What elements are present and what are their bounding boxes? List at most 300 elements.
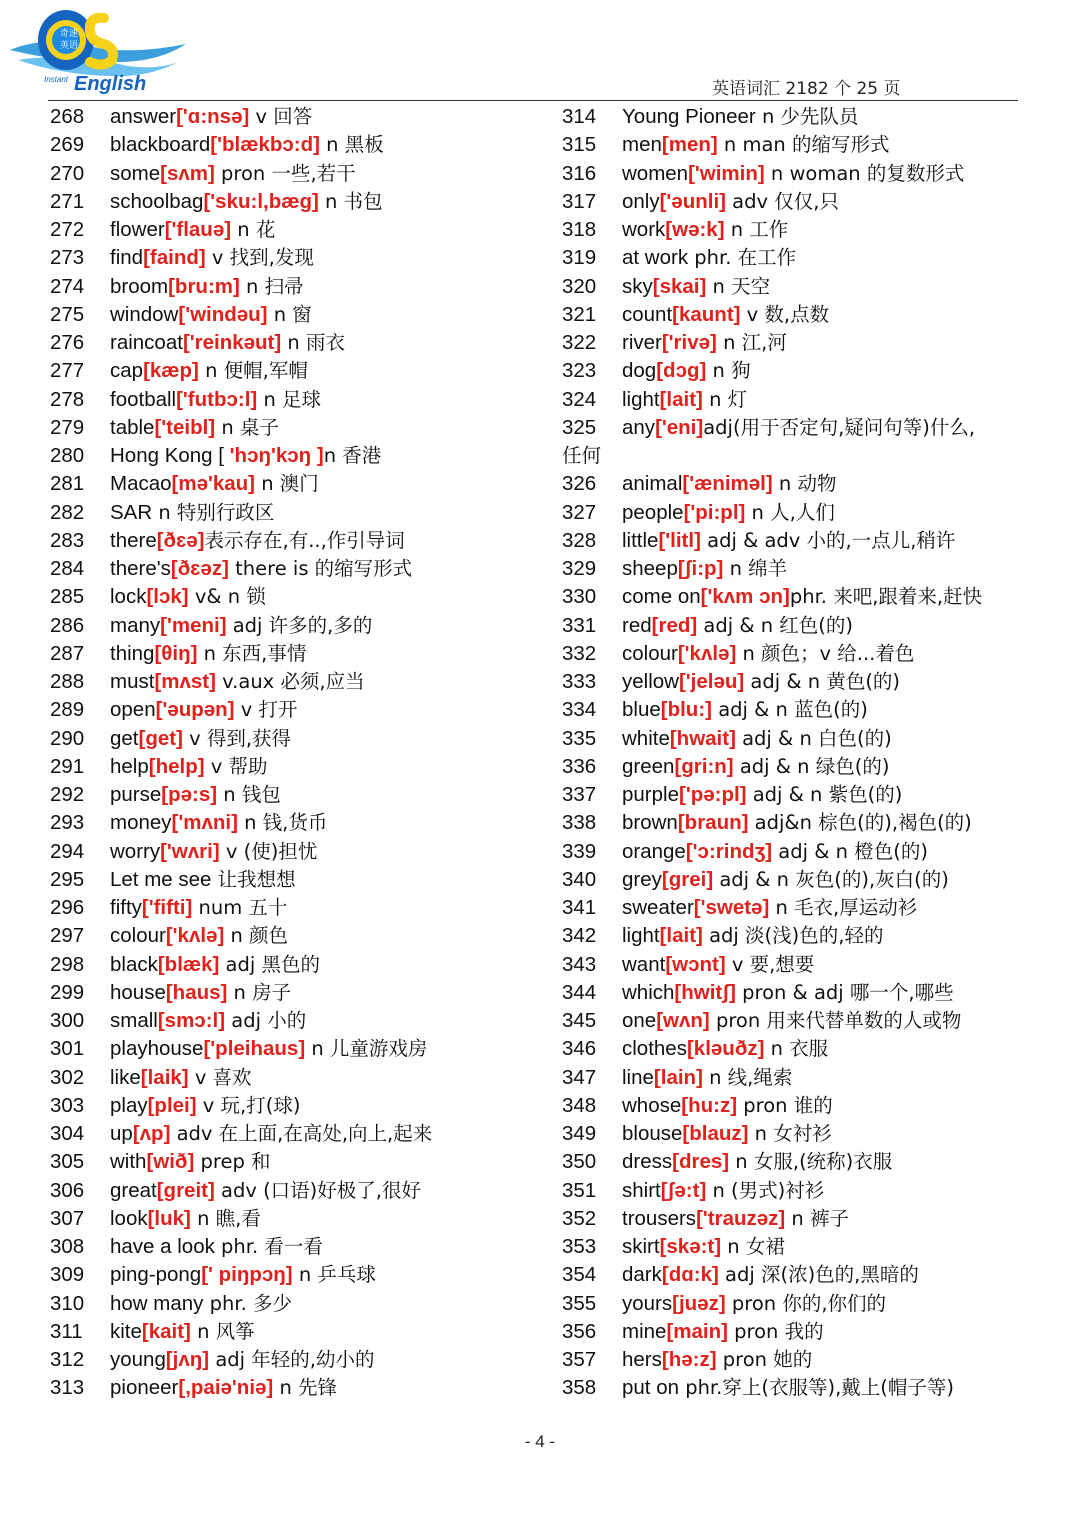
entry-word: pioneer: [110, 1376, 179, 1400]
entry-word: animal: [622, 472, 683, 496]
entry-word: broom: [110, 274, 169, 298]
entry-definition: adj 黑色的: [219, 952, 321, 976]
vocab-entry-continuation: [562, 442, 1032, 470]
vocab-entry: [50, 301, 550, 329]
entry-word: people: [622, 500, 684, 524]
entry-definition: 让我想想: [211, 867, 296, 891]
entry-word: lock: [110, 585, 147, 609]
entry-word: trousers: [622, 1206, 697, 1230]
entry-word: kite: [110, 1319, 142, 1343]
vocab-entry: [50, 612, 550, 640]
entry-definition: v 帮助: [204, 754, 268, 778]
entry-phonetic: ['teibl]: [154, 415, 216, 439]
instant-english-logo: [8, 4, 188, 96]
entry-word: skirt: [622, 1235, 660, 1258]
entry-number: 324: [562, 387, 597, 411]
entry-phonetic: ['wʌri]: [160, 839, 220, 863]
entry-number: 343: [562, 952, 597, 976]
entry-word: hers: [622, 1348, 662, 1371]
vocab-entry: [50, 442, 550, 470]
entry-number: 287: [50, 641, 85, 665]
entry-phonetic: [dɔg]: [656, 359, 707, 383]
entry-word: want: [622, 952, 666, 976]
entry-definition: n 黑板: [319, 133, 384, 157]
entry-number: 312: [50, 1348, 85, 1371]
entry-word: raincoat: [110, 331, 183, 354]
entry-definition: n 钱包: [217, 783, 281, 806]
entry-phonetic: ['fifti]: [141, 896, 193, 919]
entry-phonetic: [ʌp]: [132, 1122, 171, 1145]
entry-definition: n 花: [231, 218, 276, 241]
vocab-entry: [50, 781, 550, 809]
entry-word: how many: [110, 1291, 204, 1315]
entry-number: 289: [50, 698, 85, 722]
entry-definition: v 玩,打(球): [196, 1093, 301, 1117]
entry-word: dark: [622, 1263, 662, 1287]
entry-number: 274: [50, 274, 85, 298]
entry-phonetic: [ʃi:p]: [677, 557, 724, 580]
entry-word: young: [110, 1348, 166, 1371]
entry-definition: pron 一些,若干: [214, 161, 356, 185]
entry-number: 299: [50, 980, 85, 1004]
entry-number: 340: [562, 867, 597, 891]
entry-word: blue: [622, 698, 661, 722]
entry-word: sky: [622, 274, 653, 298]
entry-definition: v 找到,发现: [205, 246, 314, 270]
entry-definition: n 东西,事情: [197, 641, 307, 665]
vocab-entry: [562, 499, 1032, 527]
entry-phonetic: 'hɔŋ'kɔŋ ]: [223, 444, 324, 467]
entry-definition: n 特别行政区: [152, 500, 275, 524]
entry-word: blouse: [622, 1122, 683, 1145]
entry-word: sweater: [622, 896, 694, 919]
entry-number: 284: [50, 557, 85, 580]
entry-phonetic: [smɔ:l]: [157, 1009, 226, 1032]
entry-word: Young Pioneer: [622, 105, 756, 128]
entry-word: at work: [622, 246, 689, 270]
entry-phonetic: [mə'kau]: [171, 472, 256, 496]
entry-definition: adj 许多的,多的: [226, 613, 373, 637]
entry-phonetic: ['əupən]: [155, 698, 235, 722]
vocab-entry: [562, 555, 1032, 583]
svg-text:Instant: Instant: [44, 75, 69, 84]
entry-definition: 表示存在,有..,作引导词: [204, 528, 405, 552]
svg-text:英语: 英语: [60, 41, 79, 51]
entry-number: 278: [50, 387, 85, 411]
entry-number: 273: [50, 246, 85, 270]
vocab-entry: [50, 1290, 550, 1318]
entry-number: 291: [50, 754, 85, 778]
entry-phonetic: ['reinkəut]: [182, 331, 282, 354]
entry-word: men: [622, 133, 662, 157]
vocab-entry: [562, 612, 1032, 640]
entry-word: shirt: [622, 1178, 661, 1202]
entry-word: sheep: [622, 557, 678, 580]
entry-number: 296: [50, 896, 85, 919]
vocab-entry: [562, 160, 1032, 188]
vocab-entry: [562, 1064, 1032, 1092]
entry-number: 341: [562, 896, 597, 919]
entry-number: 272: [50, 218, 85, 241]
vocab-entry: [562, 640, 1032, 668]
entry-number: 349: [562, 1122, 597, 1145]
vocab-entry: [562, 1035, 1032, 1063]
entry-phonetic: [braun]: [677, 811, 749, 835]
entry-number: 293: [50, 811, 85, 835]
entry-phonetic: ['əunli]: [659, 189, 726, 213]
entry-number: 350: [562, 1150, 597, 1174]
entry-phonetic: [plei]: [147, 1093, 197, 1117]
entry-number: 269: [50, 133, 85, 157]
entry-number: 322: [562, 331, 597, 354]
entry-number: 351: [562, 1178, 597, 1202]
entry-phonetic: [hwitʃ]: [674, 980, 736, 1004]
entry-phonetic: [help]: [148, 754, 205, 778]
entry-word: put on: [622, 1376, 679, 1400]
entry-phonetic: ['meni]: [160, 613, 227, 637]
entry-definition: phr. 多少: [203, 1291, 292, 1315]
vocab-entry: [50, 951, 550, 979]
entry-phonetic: [' piŋpɔŋ]: [201, 1263, 293, 1287]
vocab-entry: [562, 583, 1032, 611]
entry-word: small: [110, 1009, 158, 1032]
entry-number: 319: [562, 246, 597, 270]
entry-number: 357: [562, 1348, 597, 1371]
entry-word: thing: [110, 641, 155, 665]
entry-number: 270: [50, 161, 85, 185]
entry-phonetic: [ʃə:t]: [660, 1178, 707, 1202]
entry-word: football: [110, 387, 177, 411]
entry-phonetic: [get]: [138, 726, 183, 750]
entry-number: 352: [562, 1206, 597, 1230]
entry-number: 325: [562, 415, 597, 439]
vocab-entry: [50, 414, 550, 442]
entry-definition: n 裤子: [785, 1206, 849, 1230]
entry-definition: n 衣服: [764, 1037, 829, 1061]
entry-definition: v 打开: [234, 698, 298, 722]
entry-definition: prep 和: [194, 1150, 271, 1174]
entry-phonetic: [luk]: [147, 1206, 191, 1230]
entry-phonetic: [,paiə'niə]: [178, 1376, 274, 1400]
entry-phonetic: [sʌm]: [160, 161, 215, 185]
entry-number: 321: [562, 302, 597, 326]
entry-number: 298: [50, 952, 85, 976]
entry-number: 276: [50, 331, 85, 354]
entry-word: work: [622, 218, 666, 241]
vocab-entry: [562, 753, 1032, 781]
entry-phonetic: ['kʌlə]: [165, 924, 225, 948]
entry-number: 355: [562, 1291, 597, 1315]
entry-word: brown: [622, 811, 678, 835]
entry-number: 316: [562, 161, 597, 185]
vocab-entry: [562, 1120, 1032, 1148]
entry-word: light: [622, 387, 660, 411]
entry-number: 356: [562, 1319, 597, 1343]
entry-number: 358: [562, 1376, 597, 1400]
entry-word: with: [110, 1150, 147, 1174]
vocab-entry: [562, 979, 1032, 1007]
entry-phonetic: [red]: [651, 613, 698, 637]
vocab-entry: [50, 470, 550, 498]
vocab-entry: [562, 1374, 1032, 1402]
entry-phonetic: [hə:z]: [661, 1348, 717, 1371]
entry-definition: n 江,河: [716, 331, 787, 354]
vocab-entry: [562, 329, 1032, 357]
entry-number: 313: [50, 1376, 85, 1400]
entry-number: 290: [50, 726, 85, 750]
entry-phonetic: [faind]: [143, 246, 206, 270]
vocab-entry: [50, 329, 550, 357]
entry-definition: adv 在上面,在高处,向上,起来: [170, 1122, 433, 1145]
entry-phonetic: ['wimin]: [688, 161, 765, 185]
vocab-entry: [50, 386, 550, 414]
entry-number: 303: [50, 1093, 85, 1117]
entry-number: 317: [562, 189, 597, 213]
vocab-entry: [50, 866, 550, 894]
vocab-entry: [50, 499, 550, 527]
entry-definition: adj & n 蓝色(的): [712, 698, 868, 722]
entry-number: 336: [562, 754, 597, 778]
entry-number: 288: [50, 670, 85, 693]
entry-number: 268: [50, 105, 85, 128]
entry-number: 344: [562, 980, 597, 1004]
entry-word: yours: [622, 1291, 673, 1315]
vocab-entry: [50, 103, 550, 131]
entry-definition: n 钱,货币: [237, 811, 328, 835]
vocab-entry: [562, 1007, 1032, 1035]
entry-definition: n man 的缩写形式: [717, 133, 890, 157]
entry-definition: adj&n 棕色(的),褐色(的): [748, 811, 972, 835]
entry-definition: adj & n 灰色(的),灰白(的): [713, 867, 949, 891]
entry-word: only: [622, 189, 660, 213]
entry-number: 286: [50, 613, 85, 637]
entry-word: must: [110, 670, 155, 693]
entry-word: black: [110, 952, 158, 976]
entry-phonetic: [mʌst]: [154, 670, 216, 693]
entry-phonetic: ['sku:l,bæg]: [203, 189, 319, 213]
entry-definition: n 工作: [724, 218, 789, 241]
entry-number: 304: [50, 1122, 85, 1145]
entry-phonetic: ['mʌni]: [171, 811, 238, 835]
entry-number: 305: [50, 1150, 85, 1174]
entry-word: purse: [110, 783, 162, 806]
entry-word: dog: [622, 359, 657, 383]
entry-definition: v 要,想要: [725, 952, 815, 976]
entry-phonetic: [wið]: [146, 1150, 195, 1174]
entry-definition: n 动物: [772, 472, 837, 496]
entry-number: 280: [50, 444, 85, 467]
vocab-entry: [50, 1261, 550, 1289]
entry-word: line: [622, 1065, 654, 1089]
entry-phonetic: [θiŋ]: [154, 641, 198, 665]
entry-number: 353: [562, 1235, 597, 1258]
entry-number: 311: [50, 1319, 83, 1343]
entry-word: get: [110, 726, 139, 750]
entry-definition: adj & n 黄色(的): [744, 670, 901, 693]
vocab-entry: [50, 753, 550, 781]
entry-definition: pron 她的: [716, 1348, 813, 1371]
entry-number: 295: [50, 867, 85, 891]
entry-phonetic: ['ænimǝl]: [682, 472, 773, 496]
entry-phonetic: [blæk]: [157, 952, 220, 976]
entry-phonetic: [dɑ:k]: [661, 1263, 719, 1287]
entry-number: 330: [562, 585, 597, 609]
entry-word: have a look: [110, 1235, 215, 1258]
vocab-entry: [50, 894, 550, 922]
entry-definition: n 乒乓球: [292, 1263, 376, 1287]
header-divider: [48, 100, 1018, 101]
entry-word: yellow: [622, 670, 679, 693]
entry-definition: v 数,点数: [740, 302, 830, 326]
entry-phonetic: [dres]: [672, 1150, 730, 1174]
vocab-entry: [50, 696, 550, 724]
entry-phonetic: ['windəu]: [178, 302, 268, 326]
entry-word: playhouse: [110, 1037, 204, 1061]
entry-number: 307: [50, 1206, 85, 1230]
entry-phonetic: [blauz]: [682, 1122, 749, 1145]
entry-number: 314: [562, 105, 597, 128]
entry-word: Hong Kong [: [110, 444, 224, 467]
entry-definition: n 毛衣,厚运动衫: [769, 896, 918, 919]
entry-definition: n 风筝: [190, 1319, 255, 1343]
entry-phonetic: [greit]: [156, 1178, 215, 1202]
entry-word: there: [110, 528, 157, 552]
vocab-entry: [562, 386, 1032, 414]
entry-definition: n 线,绳索: [702, 1065, 793, 1089]
entry-definition: adj & n 红色(的): [697, 613, 854, 637]
entry-number: 346: [562, 1037, 597, 1061]
entry-definition: n 房子: [227, 980, 292, 1004]
vocab-entry: [562, 357, 1032, 385]
entry-definition: n 儿童游戏房: [305, 1037, 428, 1061]
vocab-entry: [50, 668, 550, 696]
entry-definition: phr. 看一看: [214, 1235, 323, 1258]
entry-phonetic: ['swetə]: [693, 896, 770, 919]
entry-phonetic: [lɔk]: [146, 585, 189, 609]
vocab-entry: [562, 894, 1032, 922]
entry-definition: adj & n 绿色(的): [733, 754, 890, 778]
entry-definition: n 女衬衫: [748, 1122, 832, 1145]
svg-text:English: English: [74, 73, 147, 95]
entry-phonetic: [men]: [661, 133, 718, 157]
vocab-column-right: [562, 103, 1032, 1403]
entry-number: 302: [50, 1065, 85, 1089]
entry-phonetic: [hu:z]: [681, 1093, 738, 1117]
entry-definition: n 足球: [257, 387, 322, 411]
vocab-entry: [50, 1177, 550, 1205]
vocab-entry: [562, 273, 1032, 301]
entry-definition-continued: 任何: [562, 444, 602, 467]
entry-definition: n 女服,(统称)衣服: [729, 1150, 893, 1174]
entry-number: 326: [562, 472, 597, 496]
entry-number: 329: [562, 557, 597, 580]
entry-number: 285: [50, 585, 85, 609]
vocab-entry: [50, 640, 550, 668]
entry-number: 300: [50, 1009, 85, 1032]
entry-phonetic: [blu:]: [660, 698, 712, 722]
entry-phonetic: [pə:s]: [161, 783, 218, 806]
entry-definition: phr. 在工作: [688, 246, 797, 270]
entry-phonetic: ['ɑ:nsə]: [176, 105, 250, 128]
entry-phonetic: [ðɛə]: [156, 528, 205, 552]
entry-definition: n 扫帚: [239, 274, 304, 298]
entry-definition: phr.穿上(衣服等),戴上(帽子等): [679, 1376, 954, 1400]
entry-phonetic: [kait]: [141, 1319, 191, 1343]
entry-word: colour: [110, 924, 166, 948]
vocab-entry: [50, 1346, 550, 1374]
vocab-entry: [562, 103, 1032, 131]
entry-number: 294: [50, 839, 85, 863]
entry-definition: n 瞧,看: [190, 1206, 261, 1230]
entry-word: orange: [622, 839, 686, 863]
vocab-entry: [562, 1092, 1032, 1120]
entry-definition: n 颜色；v 给...着色: [736, 641, 915, 665]
vocab-entry: [562, 951, 1032, 979]
entry-word: count: [622, 302, 673, 326]
vocab-entry: [562, 131, 1032, 159]
vocab-entry: [562, 188, 1032, 216]
entry-definition: adj & n 橙色(的): [772, 839, 928, 863]
entry-word: open: [110, 698, 156, 722]
entry-word: money: [110, 811, 172, 835]
entry-number: 345: [562, 1009, 597, 1032]
entry-number: 335: [562, 726, 597, 750]
entry-word: mine: [622, 1319, 667, 1343]
vocab-entry: [50, 1205, 550, 1233]
vocab-entry: [50, 1064, 550, 1092]
entry-definition: n 狗: [706, 359, 751, 383]
vocab-entry: [562, 1177, 1032, 1205]
vocab-entry: [562, 809, 1032, 837]
entry-phonetic: [kləuðz]: [686, 1037, 765, 1061]
entry-word: purple: [622, 783, 679, 806]
entry-definition: v 回答: [249, 105, 313, 128]
vocab-entry: [50, 131, 550, 159]
entry-word: white: [622, 726, 670, 750]
vocab-entry: [50, 1233, 550, 1261]
entry-word: window: [110, 302, 179, 326]
entry-number: 323: [562, 359, 597, 383]
entry-phonetic: [skai]: [652, 274, 707, 298]
entry-number: 310: [50, 1291, 85, 1315]
entry-number: 354: [562, 1263, 597, 1287]
entry-number: 297: [50, 924, 85, 948]
entry-definition: phr. 来吧,跟着来,赶快: [789, 585, 983, 609]
vocab-entry: [562, 1261, 1032, 1289]
entry-number: 271: [50, 189, 85, 213]
entry-number: 301: [50, 1037, 85, 1061]
entry-definition: adv 仅仅,只: [725, 189, 839, 213]
entry-number: 309: [50, 1263, 85, 1287]
entry-number: 281: [50, 472, 85, 496]
entry-word: like: [110, 1065, 141, 1089]
entry-number: 282: [50, 500, 85, 524]
entry-definition: adj 小的: [225, 1009, 307, 1032]
entry-definition: n 先锋: [273, 1376, 338, 1400]
entry-word: Macao: [110, 472, 172, 496]
entry-word: come on: [622, 585, 701, 609]
vocab-entry: [50, 527, 550, 555]
vocab-column-left: [50, 103, 550, 1403]
vocab-entry: [562, 922, 1032, 950]
vocab-entry: [50, 979, 550, 1007]
entry-phonetic: [juəz]: [672, 1291, 726, 1315]
vocab-entry: [562, 725, 1032, 753]
entry-number: 331: [562, 613, 597, 637]
entry-word: cap: [110, 359, 144, 383]
entry-phonetic: ['rivə]: [661, 331, 717, 354]
entry-phonetic: [gri:n]: [674, 754, 734, 778]
